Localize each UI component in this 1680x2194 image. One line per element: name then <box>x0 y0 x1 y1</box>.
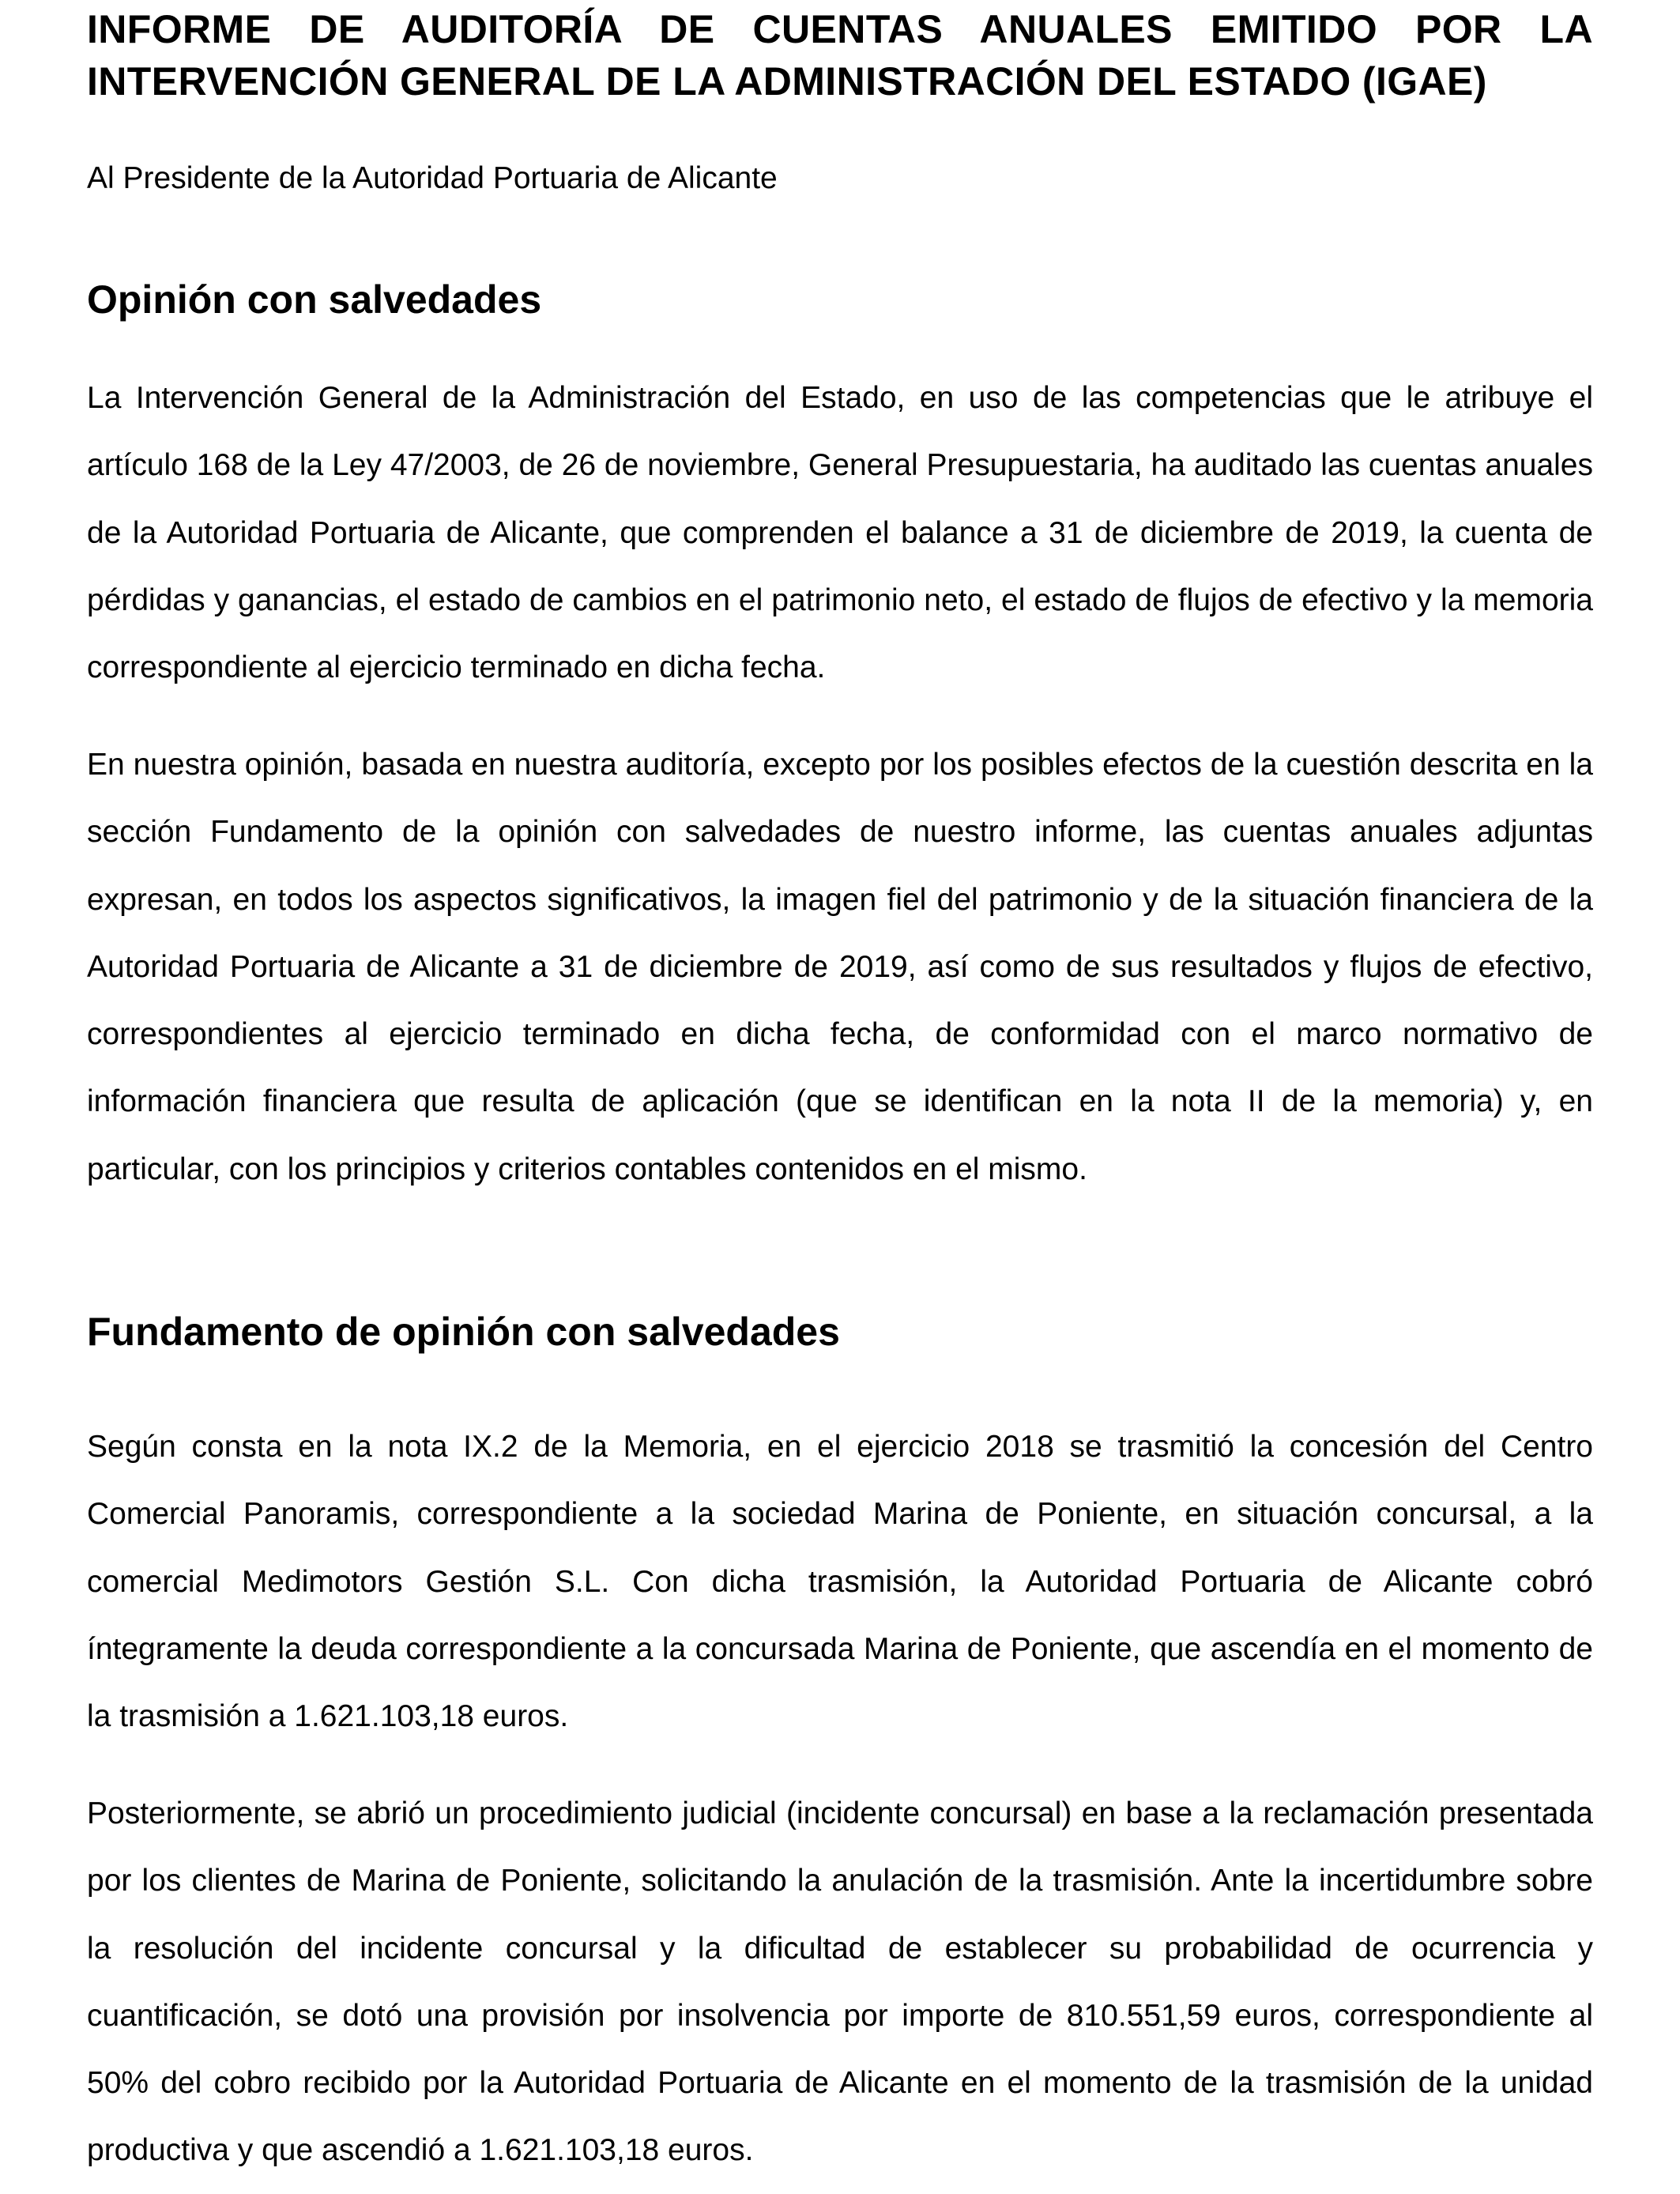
paragraph-basis-transfer: Según consta en la nota IX.2 de la Memoria, en el ejercicio 2018 se trasmitió la concesión del Centro Comercial Panoramis, correspondiente a la sociedad Marina de Poniente, en situación concursal, a la comercial Medimotors Gestión S.L. Con dicha trasmisión, la Autoridad Portuaria de Alicante cobró íntegramente la deuda correspondiente a la concursada Marina de Poniente, que ascendía en el momento de la trasmisión a 1.621.103,18 euros. <box>87 1430 1593 1734</box>
paragraph-opinion-scope: La Intervención General de la Administración del Estado, en uso de las competencias que le atribuye el artículo 168 de la Ley 47/2003, de 26 de noviembre, General Presupuestaria, ha auditado las cuentas anuales de la Autoridad Portuaria de Alicante, que comprenden el balance a 31 de diciembre de 2019, la cuenta de pérdidas y ganancias, el estado de cambios en el patrimonio neto, el estado de flujos de efectivo y la memoria correspondiente al ejercicio terminado en dicha fecha. <box>87 381 1593 685</box>
paragraph-basis-provision: Posteriormente, se abrió un procedimiento judicial (incidente concursal) en base a la reclamación presentada por los clientes de Marina de Poniente, solicitando la anulación de la trasmisión. Ante la incertidumbre sobre la resolución del incidente concursal y la dificultad de establecer su probabilidad de ocurrencia y cuantificación, se dotó una provisión por insolvencia por importe de 810.551,59 euros, correspondiente al 50% del cobro recibido por la Autoridad Portuaria de Alicante en el momento de la trasmisión de la unidad productiva y que ascendió a 1.621.103,18 euros. <box>87 1796 1593 2168</box>
paragraph-opinion-statement: En nuestra opinión, basada en nuestra auditoría, excepto por los posibles efectos de la cuestión descrita en la sección Fundamento de la opinión con salvedades de nuestro informe, las cuentas anuales adjuntas expresan, en todos los aspectos significativos, la imagen fiel del patrimonio y de la situación financiera de la Autoridad Portuaria de Alicante a 31 de diciembre de 2019, así como de sus resultados y flujos de efectivo, correspondientes al ejercicio terminado en dicha fecha, de conformidad con el marco normativo de información financiera que resulta de aplicación (que se identifican en la nota II de la memoria) y, en particular, con los principios y criterios contables contenidos en el mismo. <box>87 748 1593 1186</box>
report-title <box>87 3 1593 107</box>
report-title-line-2: INTERVENCIÓN GENERAL DE LA ADMINISTRACIÓN DEL ESTADO (IGAE) <box>87 59 1487 104</box>
addressee-line: Al Presidente de la Autoridad Portuaria de Alicante <box>87 161 778 195</box>
section-heading-basis: Fundamento de opinión con salvedades <box>87 1310 840 1354</box>
section-heading-opinion: Opinión con salvedades <box>87 277 542 322</box>
report-title-line-1: INFORME DE AUDITORÍA DE CUENTAS ANUALES EMITIDO POR LA <box>87 7 1593 51</box>
